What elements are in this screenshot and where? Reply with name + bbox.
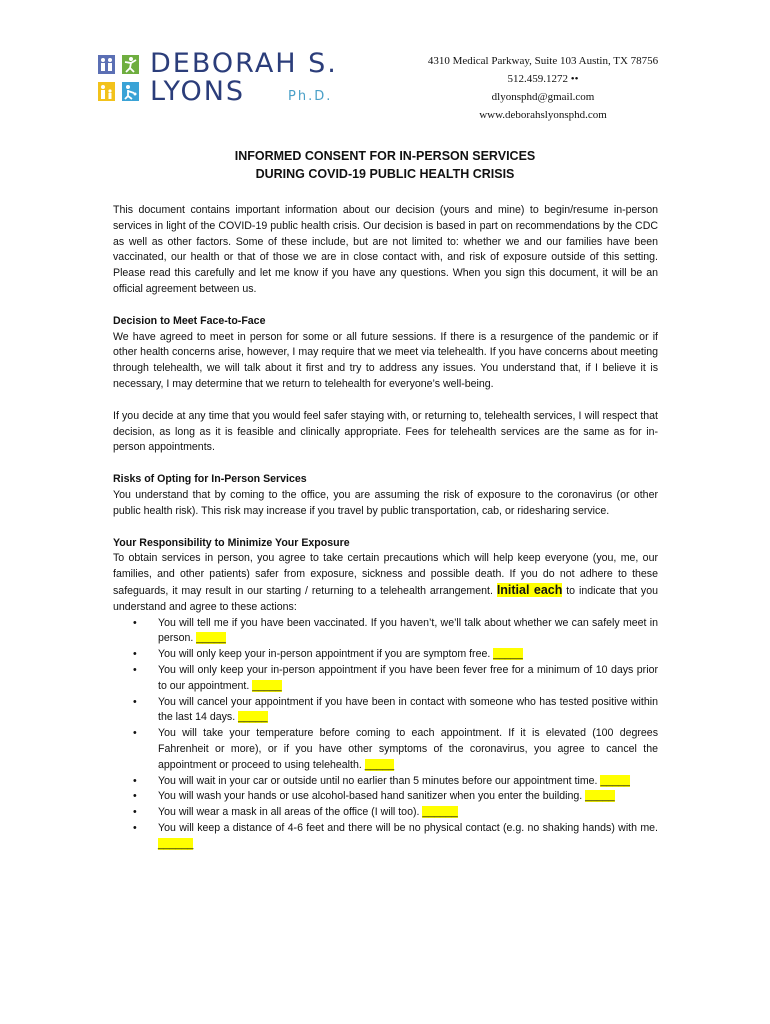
intro-paragraph: This document contains important information about our decision (yours and mine) to begin/resume in-person services in light of the COVID-19 public health crisis. Our decision is based in part on recommendations by the CDC as well as other factors. Some of these include, but are not limited to: whether we and our families have been vaccinated, our health or that of those we are in close contact with, and risk of exposure outside of this setting. Please read this carefully and let me know if you have any questions. When you sign this document, it will be an official agreement between us.	[113, 204, 658, 295]
list-item	[113, 663, 658, 695]
document-title-line2: DURING COVID-19 PUBLIC HEALTH CRISIS	[255, 167, 515, 181]
face-to-face-paragraph: We have agreed to meet in person for some or all future sessions. If there is a resurgence of the pandemic or if other health concerns arise, however, I may require that we meet via telehealth. If you have concerns about meeting through telehealth, we will talk about it first and try to address any issues. You understand that, if I believe it is necessary, I may determine that we return to telehealth for everyone’s well-being.	[113, 330, 658, 390]
responsibility-paragraph	[113, 551, 658, 615]
bullet: •	[133, 695, 137, 708]
caregiver-icon	[120, 79, 141, 103]
section-heading-risks: Risks of Opting for In-Person Services	[113, 473, 307, 486]
bullet: •	[133, 616, 137, 629]
list-item-text: You will cancel your appointment if you have been in contact with someone who has tested positive within the last 14 days.	[158, 695, 658, 724]
bullet: •	[133, 821, 137, 834]
list-item	[113, 616, 658, 648]
bullet: •	[133, 648, 137, 661]
precautions-list	[113, 616, 658, 853]
initial-blank[interactable]: _____	[252, 679, 282, 692]
document-title-line1: INFORMED CONSENT FOR IN-PERSON SERVICES	[234, 149, 536, 163]
logo-credential: Ph.D.	[288, 89, 333, 104]
initial-each-highlight: Initial each	[496, 582, 563, 597]
list-item	[113, 805, 658, 821]
address: 4310 Medical Parkway, Suite 103 Austin, TX 78756	[427, 55, 659, 67]
initial-blank[interactable]: _____	[585, 790, 615, 803]
list-item-text: You will keep a distance of 4-6 feet and there will be no physical contact (e.g. no shaking hands) with me.	[158, 821, 658, 834]
family-icon	[96, 52, 117, 76]
initial-blank[interactable]: _____	[238, 711, 268, 724]
initial-blank[interactable]: _____	[364, 758, 395, 771]
list-item-text: You will only keep your in-person appointment if you are symptom free.	[158, 648, 494, 661]
list-item-text: You will wash your hands or use alcohol-based hand sanitizer when you enter the building.	[158, 790, 586, 803]
list-item-text: You will wear a mask in all areas of the office (I will too).	[158, 806, 423, 819]
section-heading-responsibility: Your Responsibility to Minimize Your Exposure	[113, 536, 350, 549]
bullet: •	[133, 774, 137, 787]
list-item	[113, 647, 658, 663]
phone: 512.459.1272 ••	[507, 73, 579, 85]
list-item	[113, 789, 658, 805]
list-item	[113, 821, 658, 853]
list-item	[113, 695, 658, 727]
initial-blank[interactable]: ______	[422, 806, 458, 819]
list-item-text: You will only keep your in-person appointment if you have been fever free for a minimum of 10 days prior to our appointment.	[158, 663, 658, 692]
person-stretching-icon	[120, 52, 141, 76]
list-item	[113, 774, 658, 790]
list-item-text: You will tell me if you have been vaccinated. If you haven’t, we’ll talk about whether we can safely meet in person.	[158, 616, 658, 645]
risks-paragraph: You understand that by coming to the office, you are assuming the risk of exposure to the coronavirus (or other public health risk). This risk may increase if you travel by public transportation, cab, or ridesharing service.	[113, 488, 658, 517]
responsibility-text-end: to indicate that you understand and agree to these actions:	[113, 584, 658, 613]
contact-block	[410, 52, 676, 124]
telehealth-choice-paragraph: If you decide at any time that you would feel safer staying with, or returning to, telehealth services, I will respect that decision, as long as it is feasible and clinically appropriate. Fees for telehealth services are the same as for in-person appointments.	[113, 409, 658, 454]
list-item	[113, 726, 658, 773]
logo-tiles	[96, 52, 142, 104]
bullet: •	[133, 727, 137, 740]
initial-blank[interactable]: ______	[158, 837, 194, 850]
logo-name-last: LYONS	[150, 76, 246, 107]
initial-blank[interactable]: _____	[600, 774, 630, 787]
adult-child-icon	[96, 79, 117, 103]
website-link[interactable]: www.deborahslyonsphd.com	[479, 109, 607, 121]
initial-blank[interactable]: _____	[493, 648, 523, 661]
list-item-text: You will take your temperature before coming to each appointment. If it is elevated (100 degrees Fahrenheit or more), or if you have other symptoms of the coronavirus, you agree to cancel the appointment or proceed to using telehealth.	[158, 727, 658, 771]
initial-blank[interactable]: _____	[196, 632, 226, 645]
list-item-text: You will wait in your car or outside until no earlier than 5 minutes before our appointment time.	[158, 774, 601, 787]
bullet: •	[133, 806, 137, 819]
logo-name-first: DEBORAH S.	[150, 48, 338, 79]
practice-logo	[96, 50, 346, 110]
section-heading-face-to-face: Decision to Meet Face-to-Face	[113, 314, 266, 327]
bullet: •	[133, 790, 137, 803]
bullet: •	[133, 663, 137, 676]
email-link[interactable]: dlyonsphd@gmail.com	[491, 91, 595, 103]
responsibility-text: To obtain services in person, you agree to take certain precautions which will help keep everyone (you, me, our families, and other patients) safer from exposure, sickness and possible death. If you do not adhere to these safeguards, it may result in our starting / returning to a telehealth arrangement.	[113, 552, 658, 597]
document-body	[113, 203, 658, 852]
